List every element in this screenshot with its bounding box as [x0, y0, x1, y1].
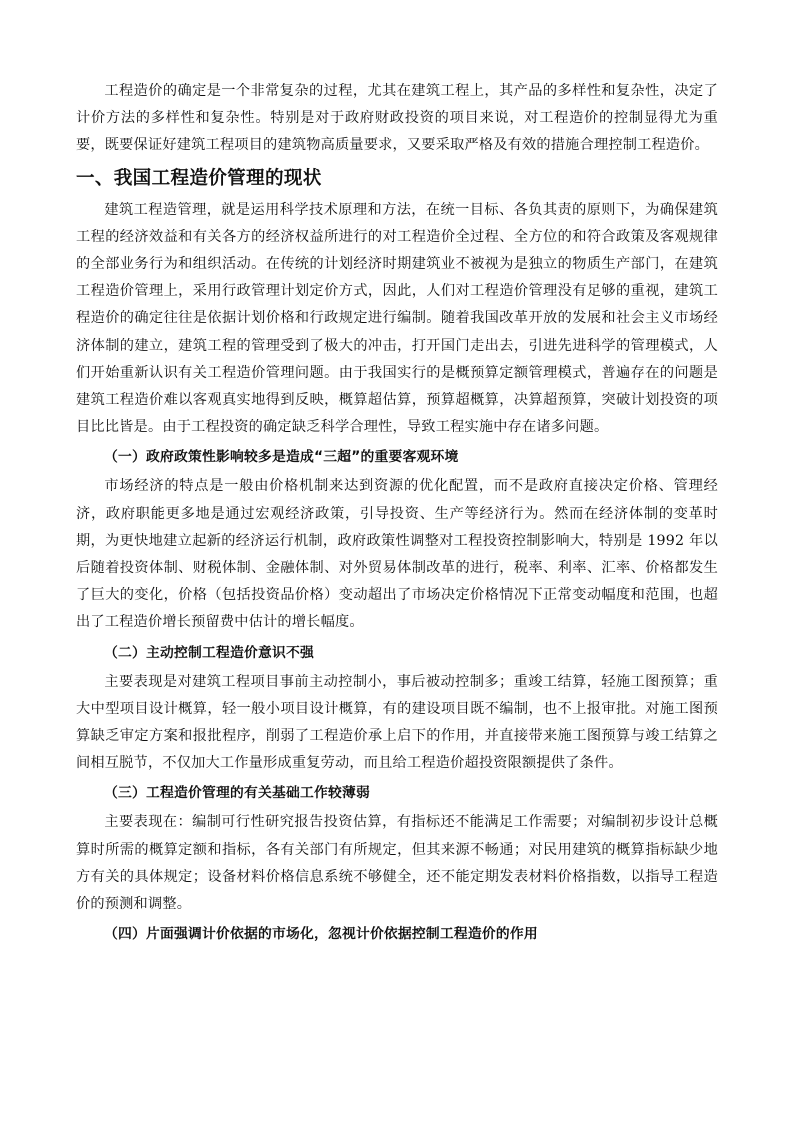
- section-heading: 一、我国工程造价管理的现状: [76, 167, 322, 189]
- subheading-2: （二）主动控制工程造价意识不强: [104, 644, 314, 661]
- document-page: [76, 78, 718, 950]
- subheading-3: （三）工程造价管理的有关基础工作较薄弱: [104, 785, 370, 802]
- intro-paragraph: 工程造价的确定是一个非常复杂的过程，尤其在建筑工程上，其产品的多样性和复杂性，决定了计价方法的多样性和复杂性。特别是对于政府财政投资的项目来说，对工程造价的控制显得尤为重要，既要保证好建筑工程项目的建筑物高质量要求，又要采取严格及有效的措施合理控制工程造价。: [76, 83, 718, 154]
- subheading-1: （一）政府政策性影响较多是造成“三超”的重要客观环境: [104, 449, 459, 466]
- subparagraph-1: 市场经济的特点是一般由价格机制来达到资源的优化配置，而不是政府直接决定价格、管理经济，政府职能更多地是通过宏观经济政策，引导投资、生产等经济行为。然而在经济体制的变革时期，为更快地建立起新的经济运行机制，政府政策性调整对工程投资控制影响大，特别是 1992 年以后随着投资体制、财税体制、金融体制、对外贸易体制改革的进行，税率、利率、汇率、价格都发生了巨大的变化，价格（包括投资品价格）变动超出了市场决定价格情况下正常变动幅度和范围，也超出了工程造价增长预留费中估计的增长幅度。: [76, 478, 718, 631]
- section-paragraph: 建筑工程造管理，就是运用科学技术原理和方法，在统一目标、各负其责的原则下，为确保建筑工程的经济效益和有关各方的经济权益所进行的对工程造价全过程、全方位的和符合政策及客观规律的全部业务行为和组织活动。在传统的计划经济时期建筑业不被视为是独立的物质生产部门，在建筑工程造价管理上，采用行政管理计划定价方式，因此，人们对工程造价管理没有足够的重视，建筑工程造价的确定往往是依据计划价格和行政规定进行编制。随着我国改革开放的发展和社会主义市场经济体制的建立，建筑工程的管理受到了极大的冲击，打开国门走出去，引进先进科学的管理模式，人们开始重新认识有关工程造价管理问题。由于我国实行的是概预算定额管理模式，普遍存在的问题是建筑工程造价难以客观真实地得到反映，概算超估算，预算超概算，决算超预算，突破计划投资的项目比比皆是。由于工程投资的确定缺乏科学合理性，导致工程实施中存在诸多问题。: [76, 201, 718, 436]
- subparagraph-2: 主要表现是对建筑工程项目事前主动控制小，事后被动控制多；重竣工结算，轻施工图预算；重大中型项目设计概算，轻一般小项目设计概算，有的建设项目既不编制，也不上报审批。对施工图预算缺乏审定方案和报批程序，削弱了工程造价承上启下的作用，并直接带来施工图预算与竣工结算之间相互脱节，不仅加大工作量形成重复劳动，而且给工程造价超投资限额提供了条件。: [76, 673, 718, 772]
- subheading-4: （四）片面强调计价依据的市场化，忽视计价依据控制工程造价的作用: [104, 926, 538, 943]
- subparagraph-3: 主要表现在：编制可行性研究报告投资估算，有指标还不能满足工作需要；对编制初步设计总概算时所需的概算定额和指标，各有关部门有所规定，但其来源不畅通；对民用建筑的概算指标缺少地方有关的具体规定；设备材料价格信息系统不够健全，还不能定期发表材料价格指数，以指导工程造价的预测和调整。: [76, 814, 718, 913]
